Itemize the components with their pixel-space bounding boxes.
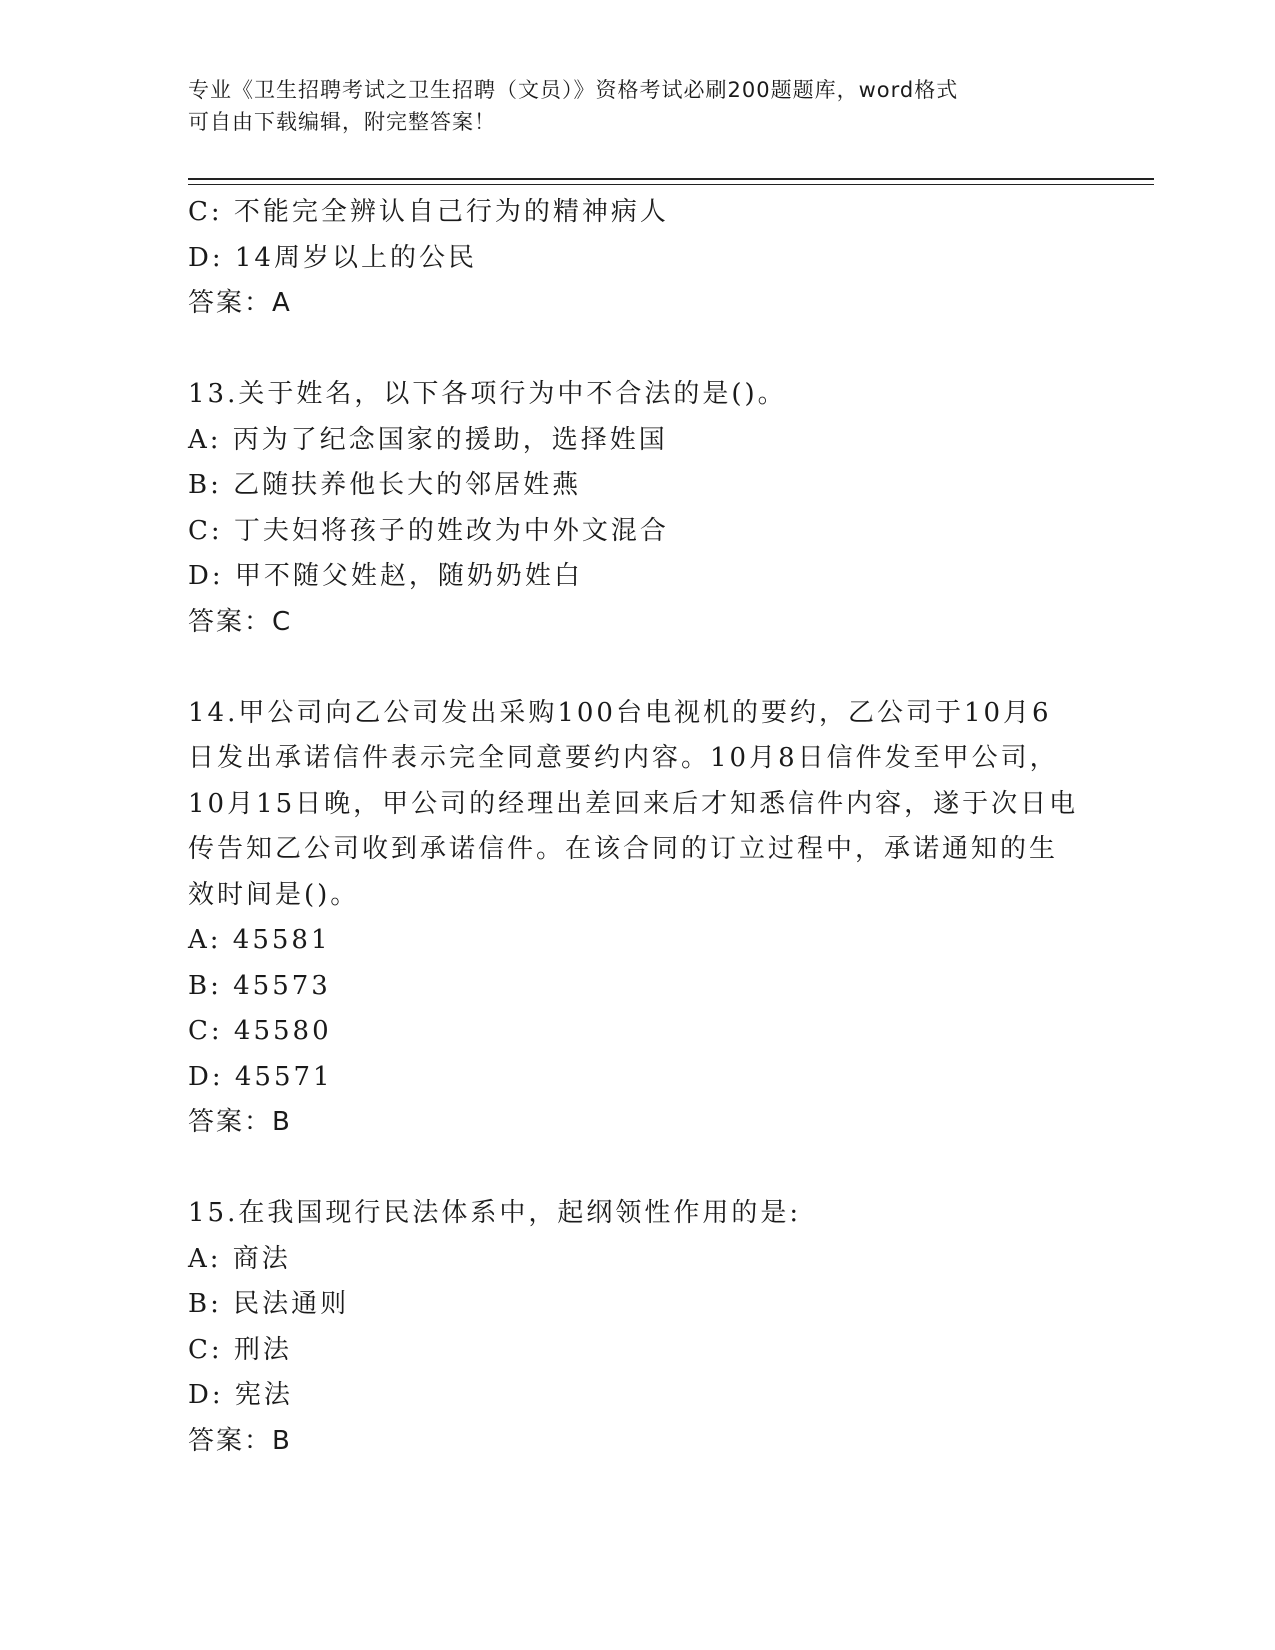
question-stem-line-3: 10月15日晚，甲公司的经理出差回来后才知悉信件内容，遂于次日电 [188,788,1079,819]
option-d: D: 甲不随父姓赵，随奶奶姓白 [188,561,583,591]
question-13 [188,372,1088,645]
header-title-line-2: 可自由下载编辑，附完整答案！ [188,110,496,134]
question-stem-line-4: 传告知乙公司收到承诺信件。在该合同的订立过程中，承诺通知的生 [188,834,1059,864]
question-14 [188,691,1088,1146]
option-c: C: 不能完全辨认自己行为的精神病人 [188,197,669,227]
option-c: C: 刑法 [188,1334,292,1365]
option-d: D: 14周岁以上的公民 [188,242,477,273]
document-header [188,74,1088,138]
option-a: A: 商法 [188,1243,291,1274]
spacer [188,327,1088,373]
question-12-carryover [188,190,1088,327]
option-b: B: 乙随扶养他长大的邻居姓燕 [188,470,582,500]
header-divider-thick [188,178,1154,180]
answer-line: 答案：B [188,1425,292,1456]
spacer [188,645,1088,691]
question-stem-line-2: 日发出承诺信件表示完全同意要约内容。10月8日信件发至甲公司， [188,743,1059,773]
answer-line: 答案：C [188,606,293,637]
question-content [188,190,1088,1464]
option-c: C: 45580 [188,1016,332,1046]
option-d: D: 宪法 [188,1380,293,1410]
header-title-line-1: 专业《卫生招聘考试之卫生招聘（文员）》资格考试必刷200题题库，word格式 [188,78,959,102]
spacer [188,1146,1088,1192]
header-divider-thin [188,184,1154,185]
option-a: A: 丙为了纪念国家的援助，选择姓国 [188,424,668,455]
option-d: D: 45571 [188,1061,333,1092]
question-15 [188,1191,1088,1464]
answer-line: 答案：B [188,1107,292,1137]
question-stem-line-5: 效时间是()。 [188,879,360,910]
option-b: B: 45573 [188,970,331,1001]
option-c: C: 丁夫妇将孩子的姓改为中外文混合 [188,515,669,546]
question-stem-line-1: 14.甲公司向乙公司发出采购100台电视机的要约，乙公司于10月6 [188,697,1052,728]
option-b: B: 民法通则 [188,1289,350,1319]
question-stem: 13.关于姓名，以下各项行为中不合法的是()。 [188,379,787,409]
option-a: A: 45581 [188,925,331,955]
answer-line: 答案：A [188,288,292,318]
question-stem: 15.在我国现行民法体系中，起纲领性作用的是: [188,1198,802,1228]
